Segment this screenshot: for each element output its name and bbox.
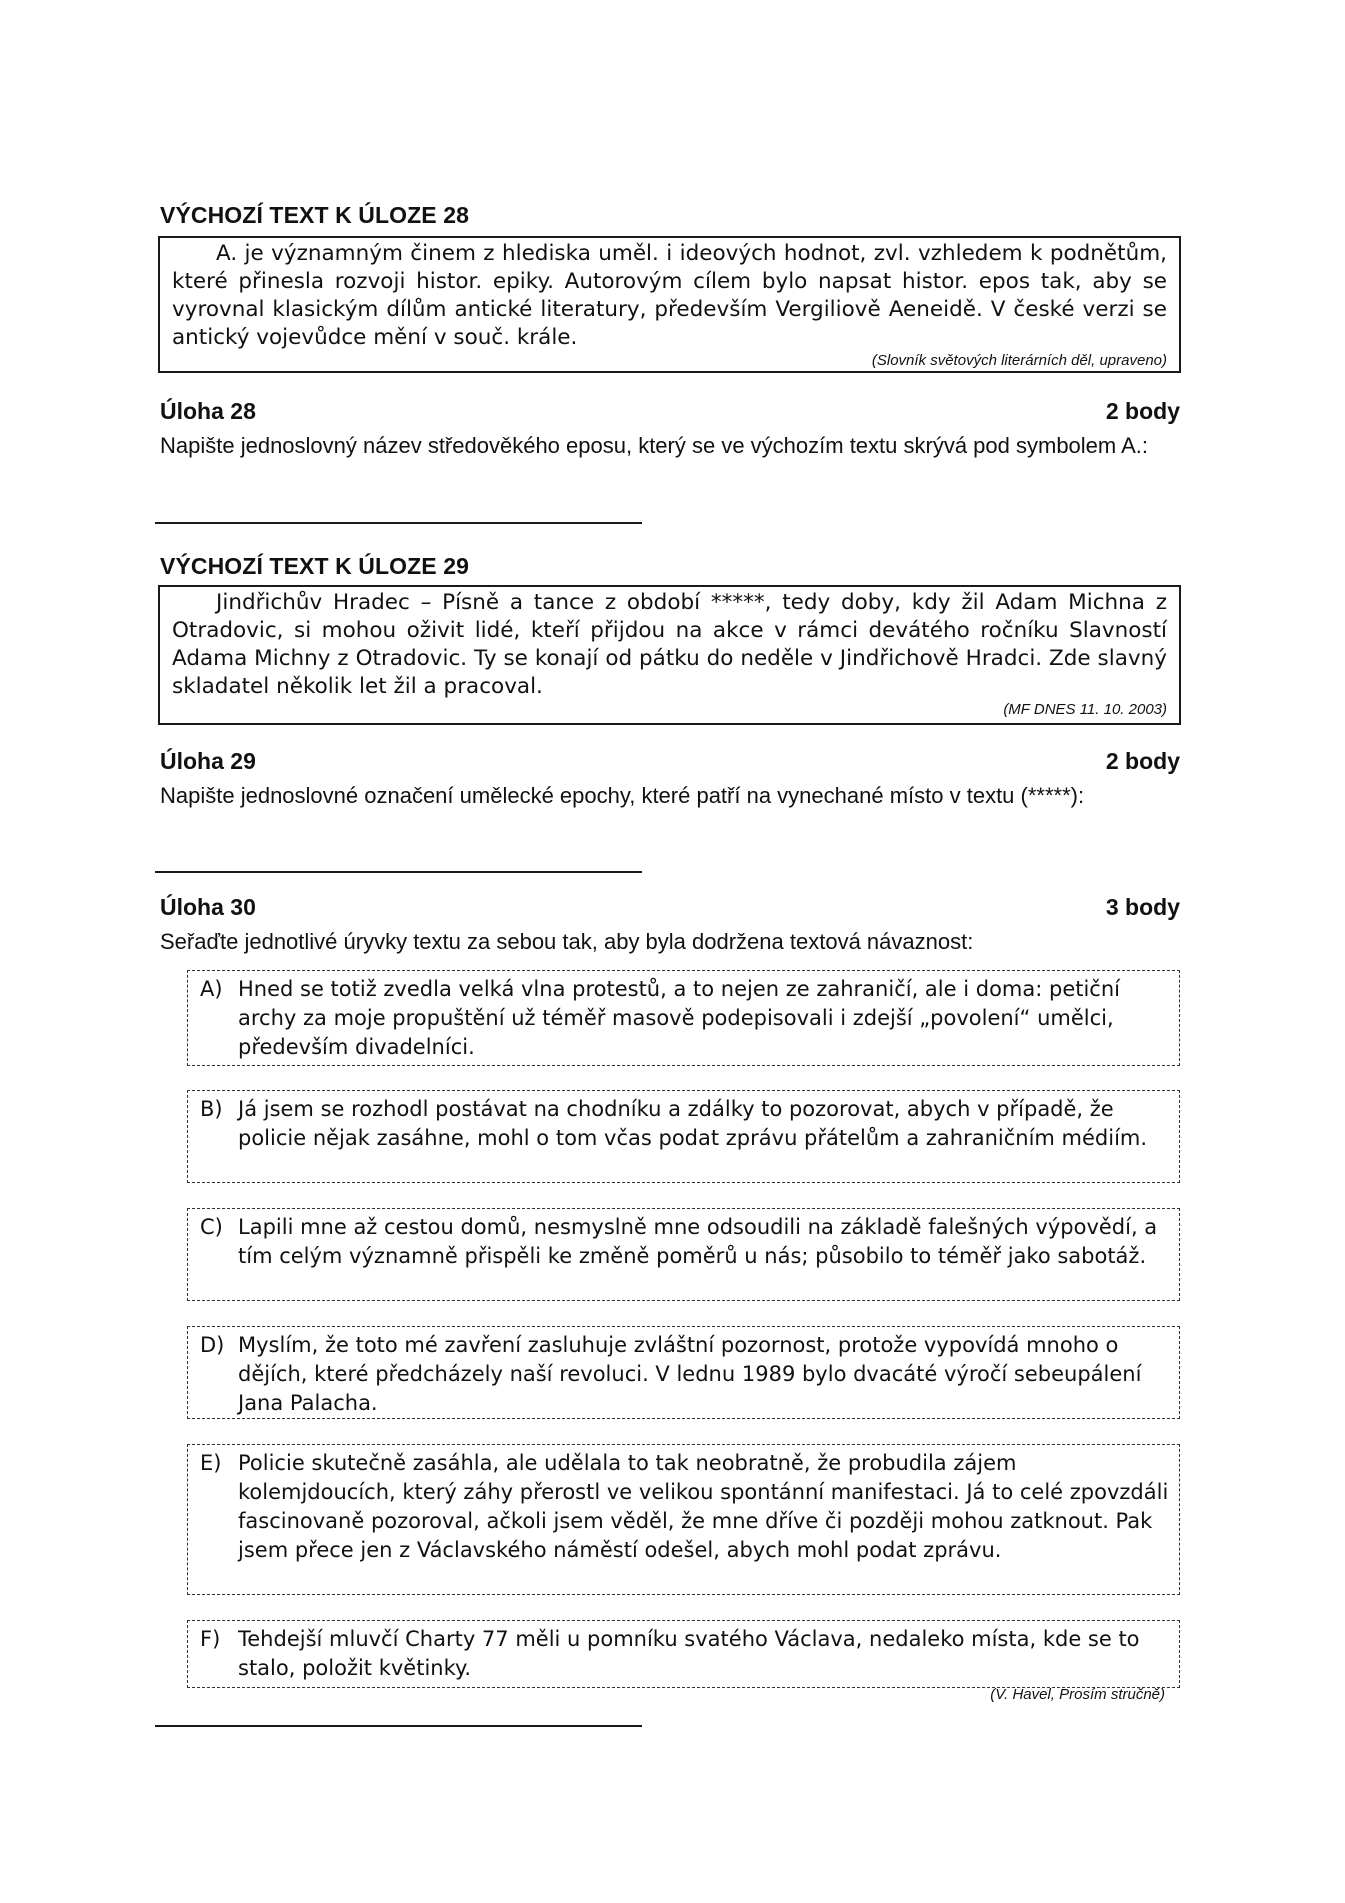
fragment-text: Myslím, že toto mé zavření zasluhuje zvláštní pozornost, protože vypovídá mnoho o dějích, které předcházely naší revoluci. V lednu 1989 bylo dvacáté výročí sebeupálení Jana Palacha. [238, 1333, 1142, 1415]
task-instruction-29: Napište jednoslovné označení umělecké epochy, které patří na vynechané místo v textu (*****): [160, 783, 1085, 808]
source-text-29: Jindřichův Hradec – Písně a tance z období *****, tedy doby, kdy žil Adam Michna z Otradovic, si mohou oživit lidé, kteří přijdou na akce v rámci devátého ročníku Slavností Adama Michny z Otradovic. Ty se konají od pátku do neděle v Jindřichově Hradci. Zde slavný skladatel několik let žil a pracoval. [172, 590, 1167, 699]
task-points-29: 2 body [1105, 748, 1180, 774]
fragment-letter: D) [200, 1333, 225, 1357]
source-text-box-28 [158, 236, 1181, 373]
task-points-30: 3 body [1105, 894, 1180, 920]
fragment-letter: A) [200, 977, 223, 1001]
fragment-letter: C) [200, 1215, 223, 1239]
answer-line-28[interactable] [155, 522, 642, 524]
fragment-text: Policie skutečně zasáhla, ale udělala to tak neobratně, že probudila zájem kolemjdoucích, který záhy přerostl ve velikou spontánní manifestaci. Já to celé zpovzdáli fascinovaně pozoroval, ačkoli jsem věděl, že mne dříve či později mohou zatknout. Pak jsem přece jen z Václavského náměstí odešel, abych mohl podat zprávu. [238, 1451, 1169, 1562]
source-text-28: A. je významným činem z hlediska uměl. i ideových hodnot, zvl. vzhledem k podnětům, které přinesla rozvoji histor. epiky. Autorovým cílem bylo napsat histor. epos tak, aby se vyrovnal klasickým dílům antické literatury, především Vergiliově Aeneidě. V české verzi se antický vojevůdce mění v souč. krále. [172, 241, 1167, 350]
answer-line-29[interactable] [155, 871, 642, 873]
source-heading-29: VÝCHOZÍ TEXT K ÚLOZE 29 [160, 553, 470, 579]
fragment-box-b [187, 1090, 1180, 1183]
task-points-28: 2 body [1105, 398, 1180, 424]
fragment-text: Já jsem se rozhodl postávat na chodníku a zdálky to pozorovat, abych v případě, že policie nějak zasáhne, mohl o tom včas podat zprávu přátelům a zahraničním médiím. [238, 1097, 1148, 1150]
fragment-text: Hned se totiž zvedla velká vlna protestů, a to nejen ze zahraničí, ale i doma: petiční archy za moje propuštění už téměř masově podepisovali i zdejší „povolení“ umělci, především divadelníci. [238, 977, 1120, 1059]
task-instruction-28: Napište jednoslovný název středověkého eposu, který se ve výchozím textu skrývá pod symbolem A.: [160, 433, 1149, 458]
source-citation-30: (V. Havel, Prosím stručně) [990, 1686, 1165, 1703]
fragment-box-e [187, 1444, 1180, 1595]
fragment-box-a [187, 970, 1180, 1066]
source-heading-28: VÝCHOZÍ TEXT K ÚLOZE 28 [160, 202, 470, 228]
task-title-28: Úloha 28 [160, 398, 256, 424]
fragment-box-f [187, 1620, 1180, 1688]
task-header-28 [160, 398, 1180, 425]
fragment-letter: F) [200, 1627, 221, 1651]
fragment-letter: E) [200, 1451, 222, 1475]
fragment-box-d [187, 1326, 1180, 1419]
fragment-box-c [187, 1208, 1180, 1301]
source-text-box-29 [158, 585, 1181, 725]
task-instruction-30: Seřaďte jednotlivé úryvky textu za sebou tak, aby byla dodržena textová návaznost: [160, 929, 974, 954]
task-title-30: Úloha 30 [160, 894, 256, 920]
answer-line-30[interactable] [155, 1725, 642, 1727]
task-header-30 [160, 894, 1180, 921]
task-header-29 [160, 748, 1180, 775]
fragment-text: Tehdejší mluvčí Charty 77 měli u pomníku svatého Václava, nedaleko místa, kde se to stalo, položit květinky. [238, 1627, 1140, 1680]
fragment-text: Lapili mne až cestou domů, nesmyslně mne odsoudili na základě falešných výpovědí, a tím celým významně přispěli ke změně poměrů u nás; působilo to téměř jako sabotáž. [238, 1215, 1158, 1268]
source-citation-29: (MF DNES 11. 10. 2003) [1003, 701, 1167, 718]
task-title-29: Úloha 29 [160, 748, 256, 774]
fragment-letter: B) [200, 1097, 223, 1121]
source-citation-28: (Slovník světových literárních děl, upraveno) [871, 352, 1167, 369]
